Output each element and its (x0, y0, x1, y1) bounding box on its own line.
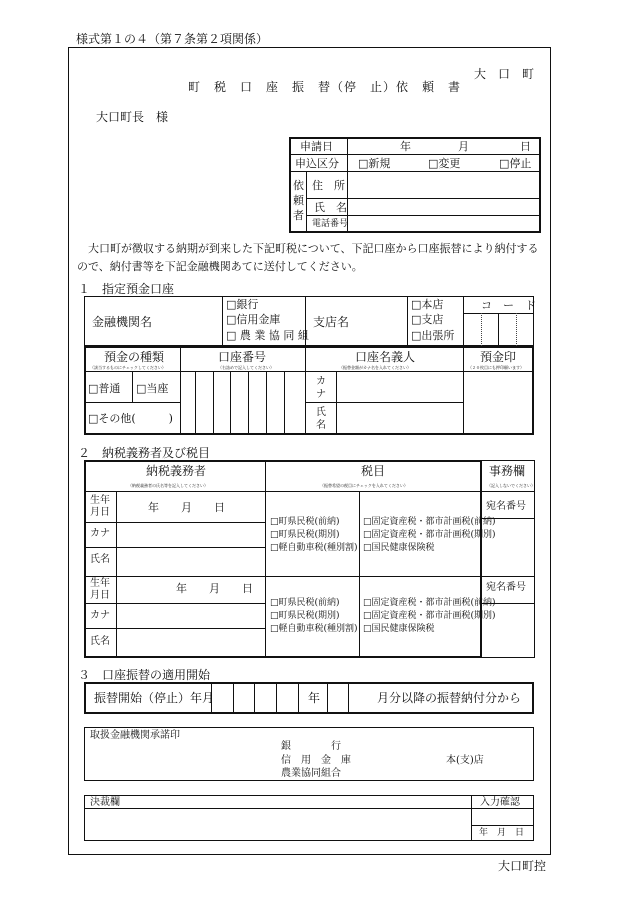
birth-ymd: 年 月 日 (176, 582, 253, 595)
deposit-type-label: 預金の種類 (104, 350, 165, 364)
approval-nokyo: 農業協同組合 (281, 768, 341, 779)
name-label: 氏名 (90, 554, 110, 565)
start-label: 振替開始（停止）年月 (94, 691, 215, 705)
account-no-label: 口座番号 (218, 350, 267, 364)
tax-option[interactable]: □町県民税(前納) (270, 517, 340, 527)
intro-text: 大口町が徴収する納期が到来した下記町税について、下記口座から口座振替により納付するので、納付書等を下記金融機関あてに送付してください。 (77, 242, 539, 273)
approval-bank: 銀 行 (281, 741, 341, 752)
type-new[interactable]: □新規 (358, 157, 391, 170)
phone-label: 電話番号 (312, 219, 349, 229)
decision-box (84, 795, 534, 841)
name-label: 氏 名 (314, 201, 347, 214)
holder-note: （振替金額がカナ名を入れてください） (339, 365, 411, 370)
deposit-other[interactable]: □その他( ) (88, 412, 173, 425)
tax-option[interactable]: □固定資産税・都市計画税(期別) (363, 611, 496, 621)
start-tail: 月分以降の振替納付分から (377, 691, 522, 705)
approval-branch: 本(支)店 (446, 755, 484, 766)
payer-note: （納税義務者の氏名等を記入してください） (128, 483, 208, 488)
code-label: コ ー ド (481, 299, 536, 312)
bank-opt-bank[interactable]: □銀行 (226, 298, 259, 311)
payer-label: 納税義務者 (146, 464, 207, 478)
sec3-heading: ３ 口座振替の適用開始 (78, 668, 211, 682)
address-no-label: 宛名番号 (486, 582, 526, 593)
account-no-note: （右詰めで記入してください） (218, 365, 274, 370)
birth-label: 生年 月日 (90, 495, 110, 518)
sec1-heading: １ 指定預金口座 (78, 282, 175, 296)
requester-label: 依 頼 者 (293, 179, 304, 222)
bank-label: 金融機関名 (92, 315, 153, 329)
date-day: 日 (520, 140, 531, 153)
date-year: 年 (400, 140, 411, 153)
office-label: 事務欄 (489, 464, 526, 478)
tax-option[interactable]: □固定資産税・都市計画税(前納) (363, 517, 496, 527)
addressee: 大口町長 様 (96, 110, 169, 124)
name-label: 氏名 (90, 636, 110, 647)
deposit-futsu[interactable]: □普通 (88, 382, 121, 395)
office-note: （記入しないでください） (487, 483, 535, 488)
office-column (481, 460, 535, 658)
branch-opt-office[interactable]: □出張所 (411, 329, 455, 342)
type-label: 申込区分 (295, 157, 339, 170)
branch-opt-branch[interactable]: □支店 (411, 313, 444, 326)
input-confirm-label: 入力確認 (480, 797, 520, 808)
tax-option[interactable]: □町県民税(期別) (270, 530, 340, 540)
holder-kana: カ ナ (316, 376, 326, 400)
type-stop[interactable]: □停止 (499, 157, 532, 170)
tax-option[interactable]: □国民健康保険税 (363, 624, 435, 634)
holder-name: 氏 名 (316, 407, 326, 431)
tax-option[interactable]: □国民健康保険税 (363, 543, 435, 553)
birth-label: 生年 月日 (90, 578, 110, 601)
tax-option[interactable]: □軽自動車税(種別割) (270, 543, 358, 553)
form-id: 様式第１の４（第７条第２項関係） (76, 32, 269, 46)
town-name: 大 口 町 (474, 67, 535, 81)
deposit-type-note: （該当するものにチェックしてください） (90, 365, 166, 370)
address-label: 住 所 (312, 179, 345, 192)
kana-label: カナ (90, 610, 110, 621)
bank-opt-nokyo[interactable]: □ 農 業 協 同 組 (226, 329, 309, 342)
start-year: 年 (308, 691, 321, 705)
footer-label: 大口町控 (498, 859, 547, 873)
tax-note: （振替希望の税目にチェックを入れてください） (320, 483, 408, 488)
bank-opt-shinkin[interactable]: □信用金庫 (226, 313, 281, 326)
tax-option[interactable]: □町県民税(期別) (270, 611, 340, 621)
decision-title: 決裁欄 (90, 797, 120, 808)
kana-label: カナ (90, 528, 110, 539)
branch-opt-main[interactable]: □本店 (411, 298, 444, 311)
birth-ymd: 年 月 日 (148, 501, 225, 514)
branch-label: 支店名 (313, 315, 350, 329)
date-label: 申請日 (300, 140, 333, 153)
tax-option[interactable]: □町県民税(前納) (270, 598, 340, 608)
tax-label: 税目 (361, 464, 386, 478)
deposit-toza[interactable]: □当座 (136, 382, 169, 395)
holder-label: 口座名義人 (355, 350, 416, 364)
approval-title: 取扱金融機関承諾印 (90, 730, 180, 741)
tax-option[interactable]: □軽自動車税(種別割) (270, 624, 358, 634)
approval-shinkin: 信 用 金 庫 (281, 755, 351, 766)
tax-option[interactable]: □固定資産税・都市計画税(前納) (363, 598, 496, 608)
confirm-date: 年 月 日 (479, 828, 525, 838)
tax-option[interactable]: □固定資産税・都市計画税(期別) (363, 530, 496, 540)
address-no-label: 宛名番号 (486, 501, 526, 512)
date-month: 月 (458, 140, 469, 153)
seal-note: （２０枚目にも押印願います） (468, 365, 524, 370)
type-change[interactable]: □変更 (428, 157, 461, 170)
form-title: 町 税 口 座 振 替（停 止）依 頼 書 (188, 80, 462, 94)
seal-label: 預金印 (480, 350, 517, 364)
sec2-heading: ２ 納税義務者及び税目 (78, 446, 211, 460)
